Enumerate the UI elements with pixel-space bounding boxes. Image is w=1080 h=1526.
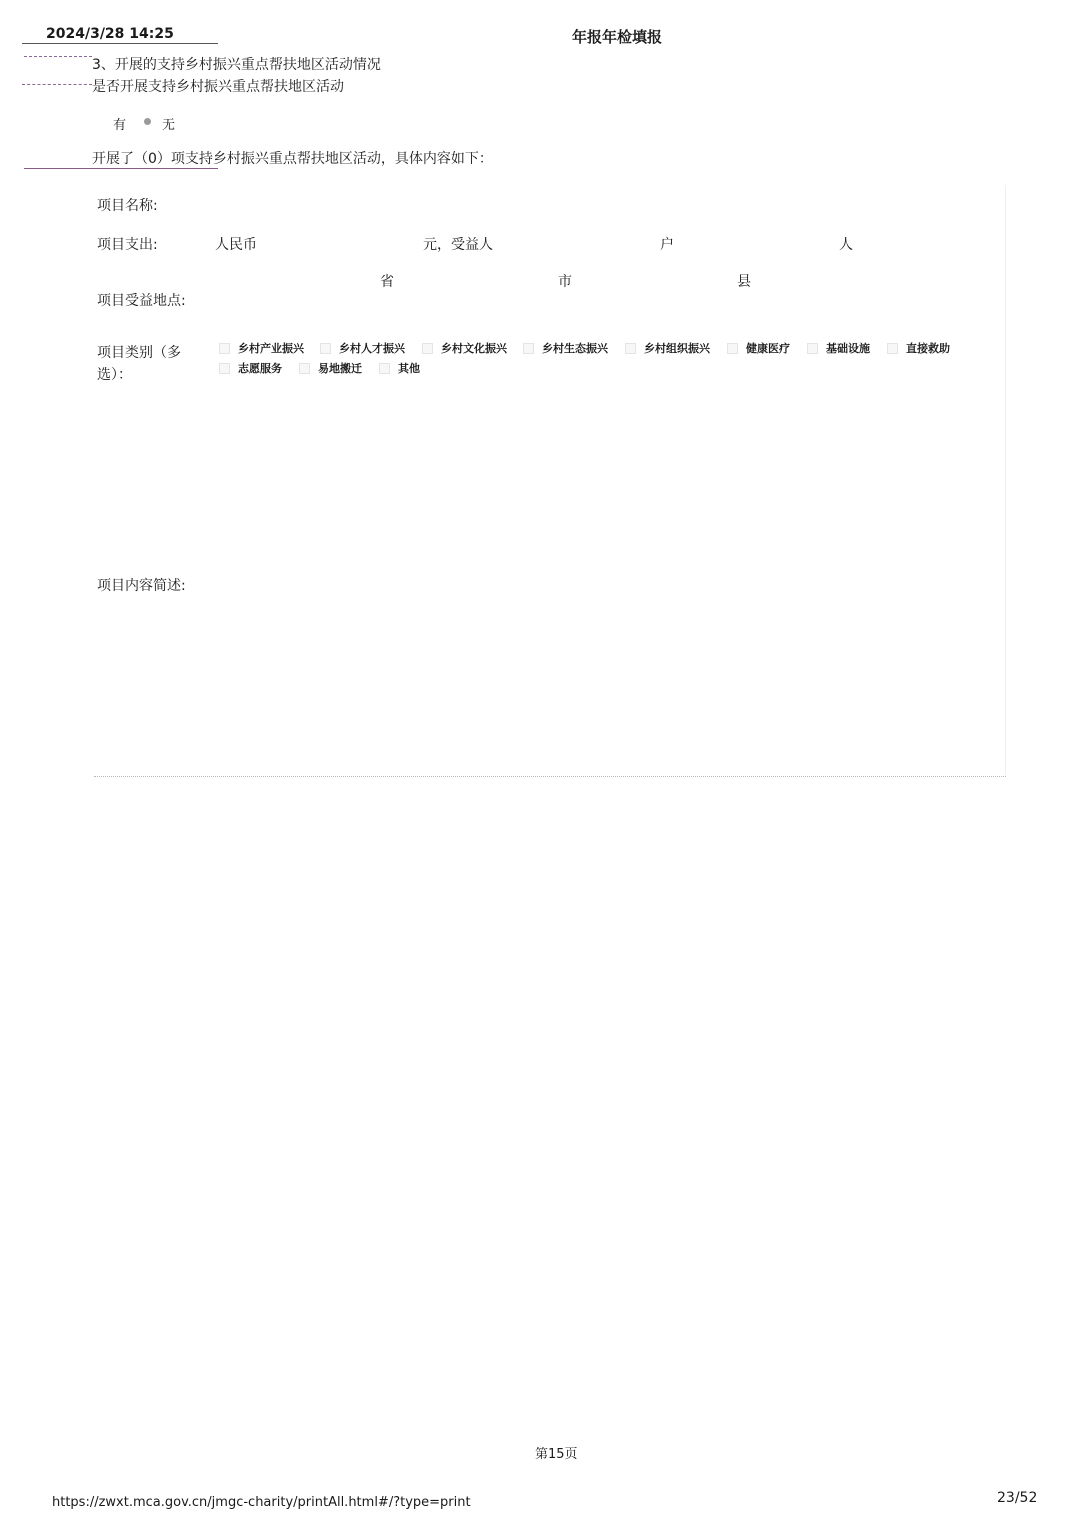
page-number: 第15页: [535, 1447, 578, 1462]
province-unit: 省: [380, 274, 394, 290]
section-question: 是否开展支持乡村振兴重点帮扶地区活动: [92, 79, 344, 95]
county-unit: 县: [737, 274, 751, 290]
project-expense-label: 项目支出:: [97, 237, 158, 253]
category-checkbox[interactable]: [422, 343, 433, 354]
category-option[interactable]: 直接救助: [906, 342, 950, 355]
category-option[interactable]: 乡村文化振兴: [441, 342, 507, 355]
category-checkbox[interactable]: [219, 363, 230, 374]
category-option[interactable]: 乡村产业振兴: [238, 342, 304, 355]
category-option[interactable]: 其他: [398, 362, 420, 375]
print-datetime: 2024/3/28 14:25: [46, 26, 174, 42]
project-name-label: 项目名称:: [97, 198, 158, 214]
page-title: 年报年检填报: [572, 28, 663, 46]
sheet-count: 23/52: [997, 1490, 1038, 1506]
radio-selected-dot[interactable]: [144, 118, 151, 125]
category-checkbox[interactable]: [219, 343, 230, 354]
radio-yes-label[interactable]: 有: [113, 118, 127, 133]
activity-summary: 开展了（0）项支持乡村振兴重点帮扶地区活动，具体内容如下：: [92, 151, 493, 167]
city-unit: 市: [558, 274, 572, 290]
currency-label: 人民币: [215, 237, 257, 253]
margin-mark: [24, 56, 92, 57]
print-url: https://zwxt.mca.gov.cn/jmgc-charity/printAll.html#/?type=print: [52, 1495, 471, 1510]
project-content-label: 项目内容简述:: [97, 578, 186, 594]
project-location-label: 项目受益地点:: [97, 293, 186, 309]
form-box-edge: [1005, 185, 1006, 775]
category-option[interactable]: 基础设施: [826, 342, 870, 355]
category-option[interactable]: 乡村人才振兴: [339, 342, 405, 355]
category-option[interactable]: 志愿服务: [238, 362, 282, 375]
category-checkbox[interactable]: [379, 363, 390, 374]
header-underline: [22, 43, 218, 44]
category-checkbox[interactable]: [887, 343, 898, 354]
category-checkbox[interactable]: [807, 343, 818, 354]
category-checkbox[interactable]: [320, 343, 331, 354]
category-option[interactable]: 乡村组织振兴: [644, 342, 710, 355]
project-category-label: 项目类别（多: [97, 345, 181, 361]
category-option[interactable]: 易地搬迁: [318, 362, 362, 375]
households-unit: 户: [660, 237, 674, 253]
category-checkbox[interactable]: [299, 363, 310, 374]
project-category-label-cont: 选）：: [97, 367, 132, 383]
margin-mark: [22, 84, 92, 85]
category-option[interactable]: 乡村生态振兴: [542, 342, 608, 355]
summary-underline: [24, 168, 218, 169]
radio-no-label[interactable]: 无: [162, 118, 176, 133]
category-checkbox[interactable]: [625, 343, 636, 354]
category-checkbox[interactable]: [727, 343, 738, 354]
yuan-beneficiary-label: 元，受益人: [423, 237, 493, 253]
category-option[interactable]: 健康医疗: [746, 342, 790, 355]
persons-unit: 人: [839, 237, 853, 253]
section-title: 3、开展的支持乡村振兴重点帮扶地区活动情况: [92, 57, 381, 73]
form-box-bottom: [94, 776, 1006, 777]
category-checkbox[interactable]: [523, 343, 534, 354]
